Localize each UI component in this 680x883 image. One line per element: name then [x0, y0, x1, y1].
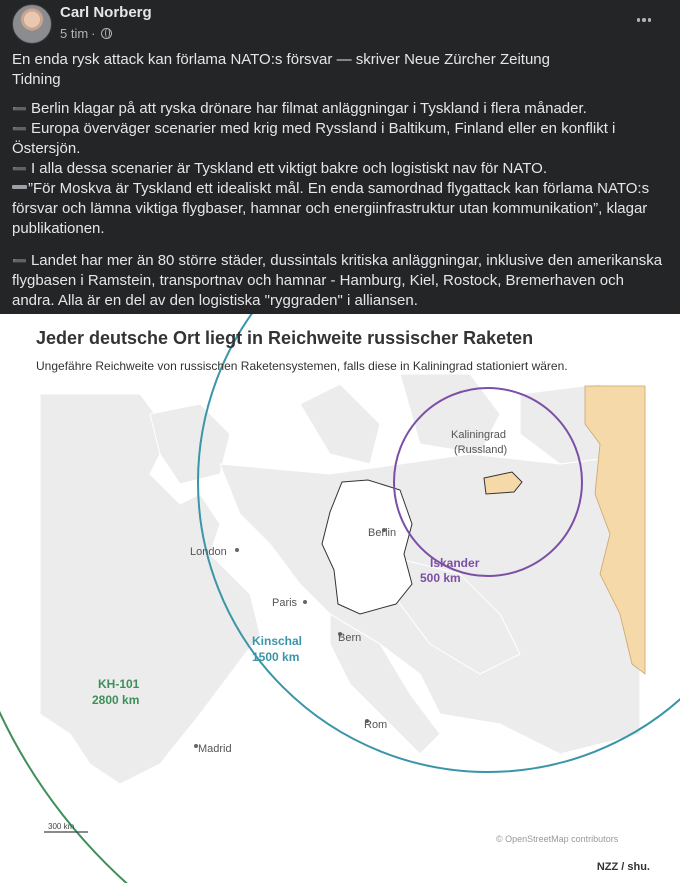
- avatar[interactable]: [12, 4, 52, 44]
- bern-label: Bern: [338, 632, 362, 644]
- headline-cont: Tidning: [12, 71, 61, 88]
- last-paragraph-cont-1: flygbasen i Ramstein, transportnav och hamnar - Hamburg, Kiel, Rostock, Bremerhaven och: [12, 272, 624, 289]
- osm-credit: © OpenStreetMap contributors: [496, 834, 619, 844]
- rom-label: Rom: [364, 719, 388, 731]
- kaliningrad-label: Kaliningrad: [451, 429, 507, 441]
- map-figure[interactable]: [0, 314, 680, 883]
- bullet-2: ➖ Europa överväger scenarier med krig med Ryssland i Baltikum, Finland eller en konflikt i: [12, 120, 616, 137]
- more-options-button[interactable]: [634, 10, 654, 30]
- dot-icon: [637, 18, 641, 22]
- quote-cont-2: publikationen.: [12, 220, 105, 237]
- post-time[interactable]: 5 tim: [60, 26, 89, 41]
- dash-icon: ➖: [12, 254, 27, 268]
- dash-icon: ➖: [12, 122, 27, 136]
- kh101-range: 2800 km: [92, 693, 140, 707]
- city-dot: [303, 600, 307, 604]
- kinschal-range: 1500 km: [252, 650, 300, 664]
- source-credit: NZZ / shu.: [596, 861, 650, 873]
- iskander-label: Iskander: [430, 556, 480, 570]
- post-header: [12, 4, 668, 44]
- bullet-1: ➖ Berlin klagar på att ryska drönare har filmat anläggningar i Tyskland i flera månader.: [12, 100, 587, 117]
- author-name[interactable]: Carl Norberg: [60, 4, 152, 21]
- quote-cont-1: försvar och lämna viktiga flygbaser, hamnar och energiinfrastruktur utan kommunikation”, klagar: [12, 200, 648, 217]
- last-paragraph-cont-2: andra. Alla är en del av den logistiska "ryggraden" i alliansen.: [12, 292, 418, 309]
- post-meta: [60, 26, 112, 41]
- globe-icon[interactable]: [101, 28, 112, 39]
- paris-label: Paris: [272, 597, 298, 609]
- quote: ”För Moskva är Tyskland ett idealiskt mål. En enda samordnad flygattack kan förlama NATO:s: [12, 179, 668, 199]
- madrid-label: Madrid: [198, 743, 232, 755]
- figure-title: Jeder deutsche Ort liegt in Reichweite russischer Raketen: [36, 328, 534, 348]
- headline: En enda rysk attack kan förlama NATO:s försvar — skriver Neue Zürcher Zeitung: [12, 51, 550, 68]
- bullet-2-cont: Östersjön.: [12, 140, 81, 157]
- dot-icon: [642, 18, 646, 22]
- kh101-label: KH-101: [98, 677, 140, 691]
- minus-icon: [12, 185, 27, 189]
- scale-label: 300 km: [48, 822, 75, 831]
- post-text: [12, 50, 668, 311]
- kaliningrad-label-2: (Russland): [454, 444, 508, 456]
- london-label: London: [190, 546, 227, 558]
- map-svg: [0, 314, 680, 883]
- meta-separator: ·: [91, 26, 96, 41]
- city-dot: [235, 548, 239, 552]
- dash-icon: ➖: [12, 102, 27, 116]
- kinschal-label: Kinschal: [252, 634, 303, 648]
- dash-icon: ➖: [12, 162, 27, 176]
- figure-subtitle: Ungefähre Reichweite von russischen Raketensystemen, falls diese in Kaliningrad stationiert wären.: [36, 359, 568, 373]
- berlin-label: Berlin: [368, 527, 397, 539]
- bullet-3: ➖ I alla dessa scenarier är Tyskland ett viktigt bakre och logistiskt nav för NATO.: [12, 160, 548, 177]
- iskander-range: 500 km: [420, 571, 461, 585]
- last-paragraph: ➖ Landet har mer än 80 större städer, dussintals kritiska anläggningar, inklusive den amerikanska: [12, 252, 663, 269]
- dot-icon: [648, 18, 652, 22]
